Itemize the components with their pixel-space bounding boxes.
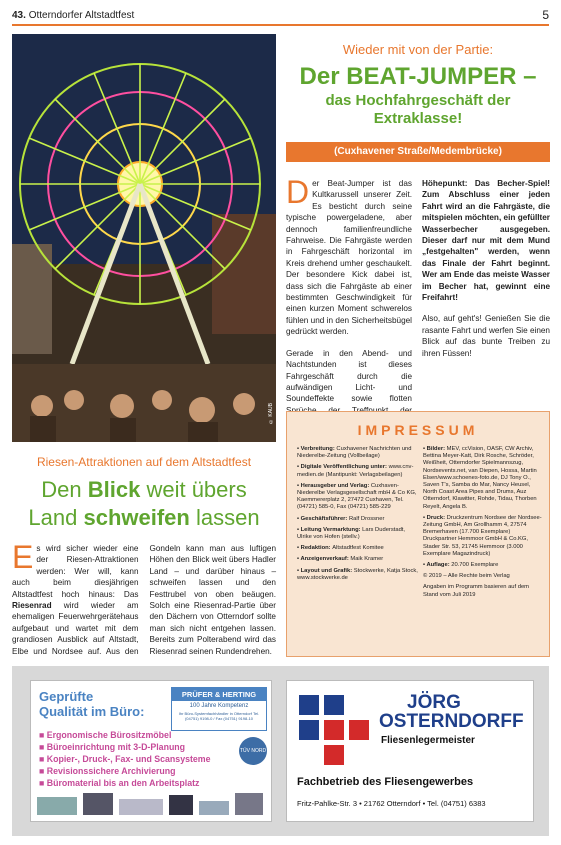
right-article-col1 — [286, 174, 412, 438]
impressum-item: • Digitale Veröffentlichung unter: www.cnv-medien.de (Mantipunkt: Verlagsbeilagen) — [297, 464, 419, 478]
ferris-wheel-illustration — [12, 34, 276, 442]
paragraph: er Beat-Jumper ist das Kultkarussell unserer Zeit. Es besticht durch seine typische powergeladene, aber dennoch familienfreundliche Fahrweise. Die Fahrgäste werden in Fahrgeschäft horizontal im Kreis drehend umher geschaukelt. Der besondere Kick dabei ist, dass sich die Fahrgäste ab einer bestimmten Geschwindigkeit für einen kurzen Moment schwerelos fühlen und in den Sicherheitsbügel gedrückt werden. — [286, 179, 412, 337]
ad1-list-item: ■ Büroeinrichtung mit 3-D-Planung — [39, 742, 186, 752]
ad1-list-item: ■ Revisionssichere Archivierung — [39, 766, 176, 776]
impressum-item: • Layout und Grafik: Stockwerke, Katja Stock, www.stockwerke.de — [297, 568, 419, 582]
ad-osterndorff[interactable] — [286, 680, 534, 822]
impressum-title: IMPRESSUM — [357, 422, 479, 438]
impressum-item: Angaben im Programm basieren auf dem Stand vom Juli 2019 — [423, 584, 530, 598]
left-article-col1: Es wird sicher wieder eine der Riesen-Attraktionen werden: Wer will, kann auch beim diesjährigen Altstadtfest hoch hinaus: Das Riesenrad wird wieder am ehemaligen Feuerwehrgerätehaus aufgebaut und wartet mit dem grandiosen Ausblick auf Altstadt, Elbe und Nordsee auf. Aus den Gondeln kann man aus luftigen Höhen den Blick weit übers Hadler Land – und darüber hinaus – schweifen lassen und den Festtrubel von oben beäugen. Solch eine Riesenrad-Partie über den Dächern von Otterndorf sollte man sich nicht entgehen lassen. Bereits zum Polterabend wird das Riesenrad seinen Rundendrehen. — [12, 539, 276, 656]
impressum-item: • Verbreitung: Cuxhavener Nachrichten und Niederelbe-Zeitung (Vollbeilage) — [297, 446, 419, 460]
impressum-left — [297, 446, 419, 586]
ad1-list-item: ■ Büromaterial bis an den Arbeitsplatz — [39, 778, 200, 788]
page-header — [12, 8, 549, 26]
page-number: 5 — [542, 8, 549, 22]
impressum-item: • Auflage: 20.700 Exemplare — [423, 562, 545, 569]
tile-logo-icon — [299, 695, 369, 765]
ad1-list-item: ■ Ergonomische Bürositzmöbel — [39, 730, 172, 740]
ad1-headline: Geprüfte Qualität im Büro: — [39, 689, 145, 719]
ad2-trade: Fliesenlegermeister — [381, 735, 475, 746]
impressum-item: • Druck: Druckzentrum Nordsee der Nordsee-Zeitung GmbH, Am Grollhamm 4, 27574 Bremerhaven (17.700 Exemplare) Druckpartner Hemmoor GmbH & Co.KG, Stader Str. 53, 21745 Hemmoor (3.000 Exemplare Magazindruck) — [423, 515, 545, 558]
ad1-logo: PRÜFER & HERTING 100 Jahre Kompetenz Ihr Büro-Systemfachhändler in Otterndorf Tel. (04751) 9198-0 / Fax (04751) 9198-10 — [171, 687, 267, 731]
left-kicker: Riesen-Attraktionen auf dem Altstadtfest — [36, 455, 252, 469]
impressum-item: • Bilder: MEV, ccVision, OASF, CW Archiv, Bettina Meyer-Katt, Dirk Rosche, Schröder, Weißheit, Otterndorfer Spielmannszug, Nordsevents.net, van Diepen, Hossa, Martin Elsen/www.schoenes-foto.de, DJ Tony O., Saven T's, Samba do Mar, Nancy Heusel, North Coast Area Pipes and Drums, Auz Otterndorf, Klawitter, Rohde, Tidau, Thorben Reyelt, Angela B. — [423, 446, 545, 511]
impressum-item: • Anzeigenverkauf: Maik Kramer — [297, 556, 419, 563]
ad-pruefer-herting[interactable] — [30, 680, 272, 822]
right-subhead: das Hochfahrgeschäft der Extraklasse! — [325, 92, 511, 127]
tuv-seal: TÜV NORD — [239, 737, 267, 765]
right-headline: Der BEAT-JUMPER – — [299, 63, 537, 90]
right-kicker: Wieder mit von der Partie: — [342, 42, 494, 57]
ad1-list — [39, 729, 211, 789]
impressum-item: • Herausgeber und Verlag: Cuxhaven-Niederelbe Verlagsgesellschaft mbH & Co KG, Kaemmererplatz 2, 27472 Cuxhaven, Tel. (04721) 585-0, Fax (04721) 585-229 — [297, 483, 419, 512]
impressum-item: © 2019 – Alle Rechte beim Verlag — [423, 573, 510, 580]
impressum-box — [286, 411, 550, 657]
impressum-right — [423, 446, 545, 603]
office-furniture-icon — [37, 789, 265, 817]
location-bar: (Cuxhavener Straße/Medembrücke) — [286, 142, 550, 162]
right-article-col2 — [422, 178, 550, 369]
impressum-item: • Redaktion: Altstadtfest Komitee — [297, 545, 419, 552]
dropcap: D — [286, 174, 310, 210]
paragraph: Gerade in den Abend- und Nachtstunden ist dieses Fahrgeschäft durch die aufwändigen Licht- und Soundeffekte sowie flotten — [286, 348, 412, 404]
dropcap: E — [12, 539, 34, 575]
left-headline: Den Blick weit übers Land schweifen lassen — [28, 477, 260, 530]
ad2-address: Fritz-Pahlke-Str. 3 • 21762 Otterndorf • Tel. (04751) 6383 — [297, 799, 486, 808]
ad2-tagline: Fachbetrieb des Fliesengewerbes — [297, 776, 474, 788]
ad2-name: JÖRG OSTERNDORFF — [379, 692, 524, 732]
paragraph-bold: Höhepunkt: Das Becher-Spiel! Zum Abschluss einer jeden Fahrt wird an die Fahrgäste, die mitspielen möchten, ein gefüllter Wasserbecher ausgegeben. Dieser darf nur mit dem Mund „festgehalten" werden, wenn das Finale der Fahrt beginnt. Wer am Ende das meiste Wasser im Becher hat, gewinnt eine Freifahrt! — [422, 179, 550, 303]
photo-credit: © KAUB — [268, 402, 274, 424]
impressum-item: • Geschäftsführer: Ralf Drossner — [297, 516, 419, 523]
impressum-item: • Leitung Vermarktung: Lars Duderstadt, Ulrike von Hofen (stellv.) — [297, 527, 419, 541]
issue-label: 43. Otterndorfer Altstadtfest — [12, 10, 135, 21]
ad1-list-item: ■ Kopier-, Druck-, Fax- und Scansysteme — [39, 754, 211, 764]
ferris-wheel-photo — [12, 34, 276, 442]
paragraph: Also, auf geht's! Genießen Sie die rasante Fahrt und werfen Sie einen Blick auf das bunte Treiben zu ihren Füssen! — [422, 314, 550, 358]
